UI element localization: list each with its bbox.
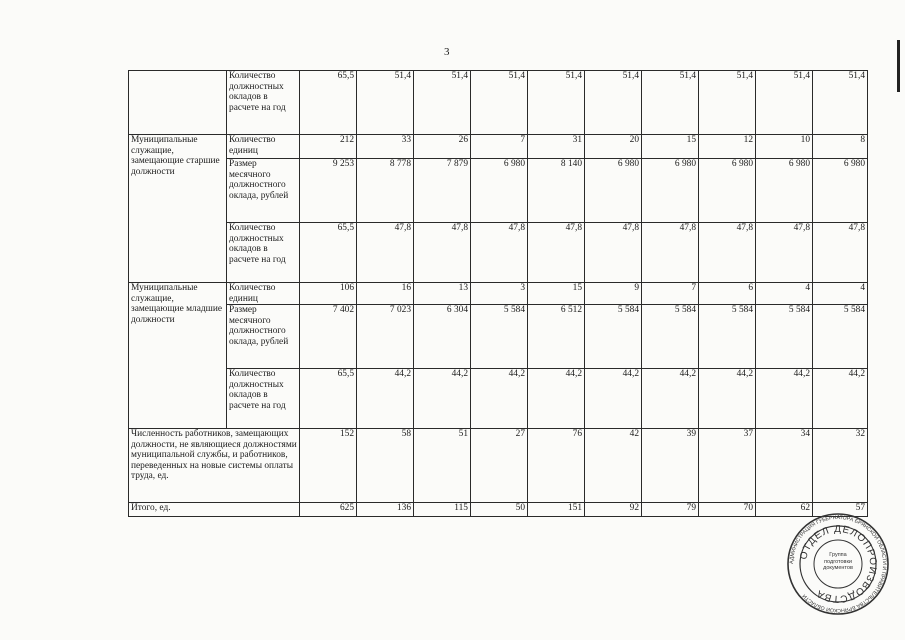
- value-cell: 4: [813, 283, 868, 305]
- page-edge-mark: [897, 40, 900, 92]
- value-cell: 6 980: [585, 159, 642, 223]
- indicator-label: Количество должностных окладов в расчете на год: [227, 71, 300, 135]
- value-cell: 9 253: [300, 159, 357, 223]
- group-label: Муниципальные служащие, замещающие старшие должности: [129, 135, 227, 283]
- value-cell: 5 584: [699, 305, 756, 369]
- stamp-outer-text: АДМИНИСТРАЦИЯ ГУБЕРНАТОРА БРЯНСКОЙ ОБЛАСТИ И ПРАВИТЕЛЬСТВА БРЯНСКОЙ ОБЛАСТИ: [788, 514, 888, 614]
- salary-table: [128, 70, 868, 517]
- value-cell: 51,4: [699, 71, 756, 135]
- value-cell: 47,8: [756, 223, 813, 283]
- value-cell: 31: [528, 135, 585, 159]
- value-cell: 6 980: [642, 159, 699, 223]
- value-cell: 6 304: [414, 305, 471, 369]
- value-cell: 92: [585, 503, 642, 517]
- value-cell: 5 584: [471, 305, 528, 369]
- value-cell: 152: [300, 429, 357, 503]
- table-row: [129, 135, 868, 159]
- value-cell: 5 584: [756, 305, 813, 369]
- value-cell: 50: [471, 503, 528, 517]
- value-cell: 58: [357, 429, 414, 503]
- table-row: [129, 503, 868, 517]
- value-cell: 16: [357, 283, 414, 305]
- value-cell: 33: [357, 135, 414, 159]
- value-cell: 47,8: [585, 223, 642, 283]
- value-cell: 65,5: [300, 223, 357, 283]
- value-cell: 7 879: [414, 159, 471, 223]
- value-cell: 47,8: [357, 223, 414, 283]
- value-cell: 65,5: [300, 369, 357, 429]
- value-cell: 625: [300, 503, 357, 517]
- value-cell: 47,8: [414, 223, 471, 283]
- indicator-label: Количество единиц: [227, 283, 300, 305]
- group-label: Муниципальные служащие, замещающие младшие должности: [129, 283, 227, 429]
- value-cell: 15: [528, 283, 585, 305]
- table-row: [129, 283, 868, 305]
- value-cell: 5 584: [642, 305, 699, 369]
- value-cell: 8 140: [528, 159, 585, 223]
- value-cell: 12: [699, 135, 756, 159]
- value-cell: 47,8: [699, 223, 756, 283]
- value-cell: 5 584: [813, 305, 868, 369]
- value-cell: 7 023: [357, 305, 414, 369]
- value-cell: 115: [414, 503, 471, 517]
- value-cell: 6 980: [699, 159, 756, 223]
- value-cell: 47,8: [642, 223, 699, 283]
- value-cell: 44,2: [585, 369, 642, 429]
- value-cell: 27: [471, 429, 528, 503]
- value-cell: 6 980: [813, 159, 868, 223]
- value-cell: 8: [813, 135, 868, 159]
- value-cell: 44,2: [357, 369, 414, 429]
- value-cell: 62: [756, 503, 813, 517]
- indicator-label: Количество единиц: [227, 135, 300, 159]
- value-cell: 136: [357, 503, 414, 517]
- value-cell: 10: [756, 135, 813, 159]
- stamp-ring-text: ОТДЕЛ ДЕЛОПРОИЗВОДСТВА: [798, 523, 879, 605]
- value-cell: 51,4: [471, 71, 528, 135]
- value-cell: 44,2: [414, 369, 471, 429]
- value-cell: 51,4: [414, 71, 471, 135]
- value-cell: 47,8: [528, 223, 585, 283]
- value-cell: 3: [471, 283, 528, 305]
- value-cell: 151: [528, 503, 585, 517]
- value-cell: 8 778: [357, 159, 414, 223]
- value-cell: 7: [642, 283, 699, 305]
- value-cell: 44,2: [699, 369, 756, 429]
- value-cell: 51,4: [528, 71, 585, 135]
- stamp-center-text: Группа подготовки документов: [823, 552, 853, 571]
- page-number: 3: [444, 46, 450, 58]
- indicator-label: Размер месячного должностного оклада, рублей: [227, 305, 300, 369]
- value-cell: 6 980: [756, 159, 813, 223]
- value-cell: 26: [414, 135, 471, 159]
- value-cell: 37: [699, 429, 756, 503]
- value-cell: 44,2: [642, 369, 699, 429]
- value-cell: 6 980: [471, 159, 528, 223]
- value-cell: 34: [756, 429, 813, 503]
- value-cell: 70: [699, 503, 756, 517]
- value-cell: 51,4: [357, 71, 414, 135]
- value-cell: 51,4: [585, 71, 642, 135]
- value-cell: 212: [300, 135, 357, 159]
- table-row: [129, 159, 868, 223]
- indicator-label: Количество должностных окладов в расчете на год: [227, 369, 300, 429]
- value-cell: 39: [642, 429, 699, 503]
- value-cell: 51,4: [642, 71, 699, 135]
- value-cell: 42: [585, 429, 642, 503]
- value-cell: 44,2: [528, 369, 585, 429]
- table-row: [129, 369, 868, 429]
- table-row: [129, 305, 868, 369]
- value-cell: 44,2: [471, 369, 528, 429]
- value-cell: 79: [642, 503, 699, 517]
- value-cell: 65,5: [300, 71, 357, 135]
- value-cell: 7: [471, 135, 528, 159]
- value-cell: 51,4: [813, 71, 868, 135]
- group-label: [129, 71, 227, 135]
- value-cell: 44,2: [813, 369, 868, 429]
- value-cell: 9: [585, 283, 642, 305]
- value-cell: 6: [699, 283, 756, 305]
- value-cell: 15: [642, 135, 699, 159]
- table-row: [129, 71, 868, 135]
- value-cell: 6 512: [528, 305, 585, 369]
- table-row: [129, 429, 868, 503]
- value-cell: 13: [414, 283, 471, 305]
- value-cell: 7 402: [300, 305, 357, 369]
- table-row: [129, 223, 868, 283]
- value-cell: 44,2: [756, 369, 813, 429]
- value-cell: 5 584: [585, 305, 642, 369]
- row-label: Итого, ед.: [129, 503, 300, 517]
- department-stamp: [786, 512, 890, 616]
- value-cell: 32: [813, 429, 868, 503]
- value-cell: 76: [528, 429, 585, 503]
- value-cell: 20: [585, 135, 642, 159]
- row-label: Численность работников, замещающих должности, не являющиеся должностями муниципальной службы, и работников, переведенных на новые системы оплаты труда, ед.: [129, 429, 300, 503]
- value-cell: 47,8: [813, 223, 868, 283]
- value-cell: 51,4: [756, 71, 813, 135]
- value-cell: 47,8: [471, 223, 528, 283]
- value-cell: 4: [756, 283, 813, 305]
- value-cell: 51: [414, 429, 471, 503]
- indicator-label: Количество должностных окладов в расчете на год: [227, 223, 300, 283]
- indicator-label: Размер месячного должностного оклада, рублей: [227, 159, 300, 223]
- value-cell: 106: [300, 283, 357, 305]
- value-cell: 57: [813, 503, 868, 517]
